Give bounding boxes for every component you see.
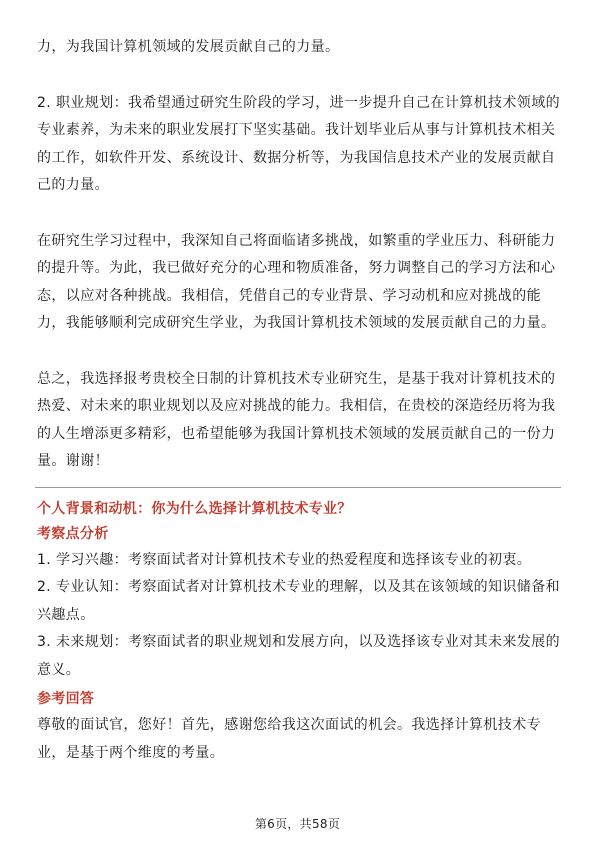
section-divider xyxy=(35,487,561,488)
answer-text: 尊敬的面试官，您好！首先，感谢您给我这次面试的机会。我选择计算机技术专业，是基于两个维度的考量。 xyxy=(37,717,541,761)
answer-heading: 参考回答 xyxy=(37,691,95,707)
analysis-item: 2. 专业认知：考察面试者对计算机技术专业的理解，以及其在该领域的知识储备和兴趣点。 xyxy=(37,579,561,623)
paragraph-career-plan: 2. 职业规划：我希望通过研究生阶段的学习，进一步提升自己在计算机技术领域的专业素养，为未来的职业发展打下坚实基础。我计划毕业后从事与计算机技术相关的工作，如软件开发、系统设计、数据分析等，为我国信息技术产业的发展贡献自己的力量。 xyxy=(37,94,561,193)
paragraph-continuation: 力，为我国计算机领域的发展贡献自己的力量。 xyxy=(37,39,340,55)
question-title: 个人背景和动机：你为什么选择计算机技术专业？ xyxy=(37,500,352,517)
page-content xyxy=(37,0,561,767)
analysis-item: 1. 学习兴趣：考察面试者对计算机技术专业的热爱程度和选择该专业的初衷。 xyxy=(37,551,532,568)
analysis-heading: 考察点分析 xyxy=(37,525,109,542)
paragraph-challenges: 在研究生学习过程中，我深知自己将面临诸多挑战，如繁重的学业压力、科研能力的提升等。为此，我已做好充分的心理和物质准备，努力调整自己的学习方法和心态，以应对各种挑战。我相信，凭借自己的专业背景、学习动机和应对挑战的能力，我能够顺利完成研究生学业，为我国计算机技术领域的发展贡献自己的力量。 xyxy=(37,232,556,331)
analysis-item: 3. 未来规划：考察面试者的职业规划和发展方向，以及选择该专业对其未来发展的意义。 xyxy=(37,634,561,678)
page-number: 第6页，共58页 xyxy=(254,817,341,831)
paragraph-conclusion: 总之，我选择报考贵校全日制的计算机技术专业研究生，是基于我对计算机技术的热爱、对未来的职业规划以及应对挑战的能力。我相信，在贵校的深造经历将为我的人生增添更多精彩，也希望能够为我国计算机技术领域的发展贡献自己的一份力量。谢谢！ xyxy=(37,370,556,469)
